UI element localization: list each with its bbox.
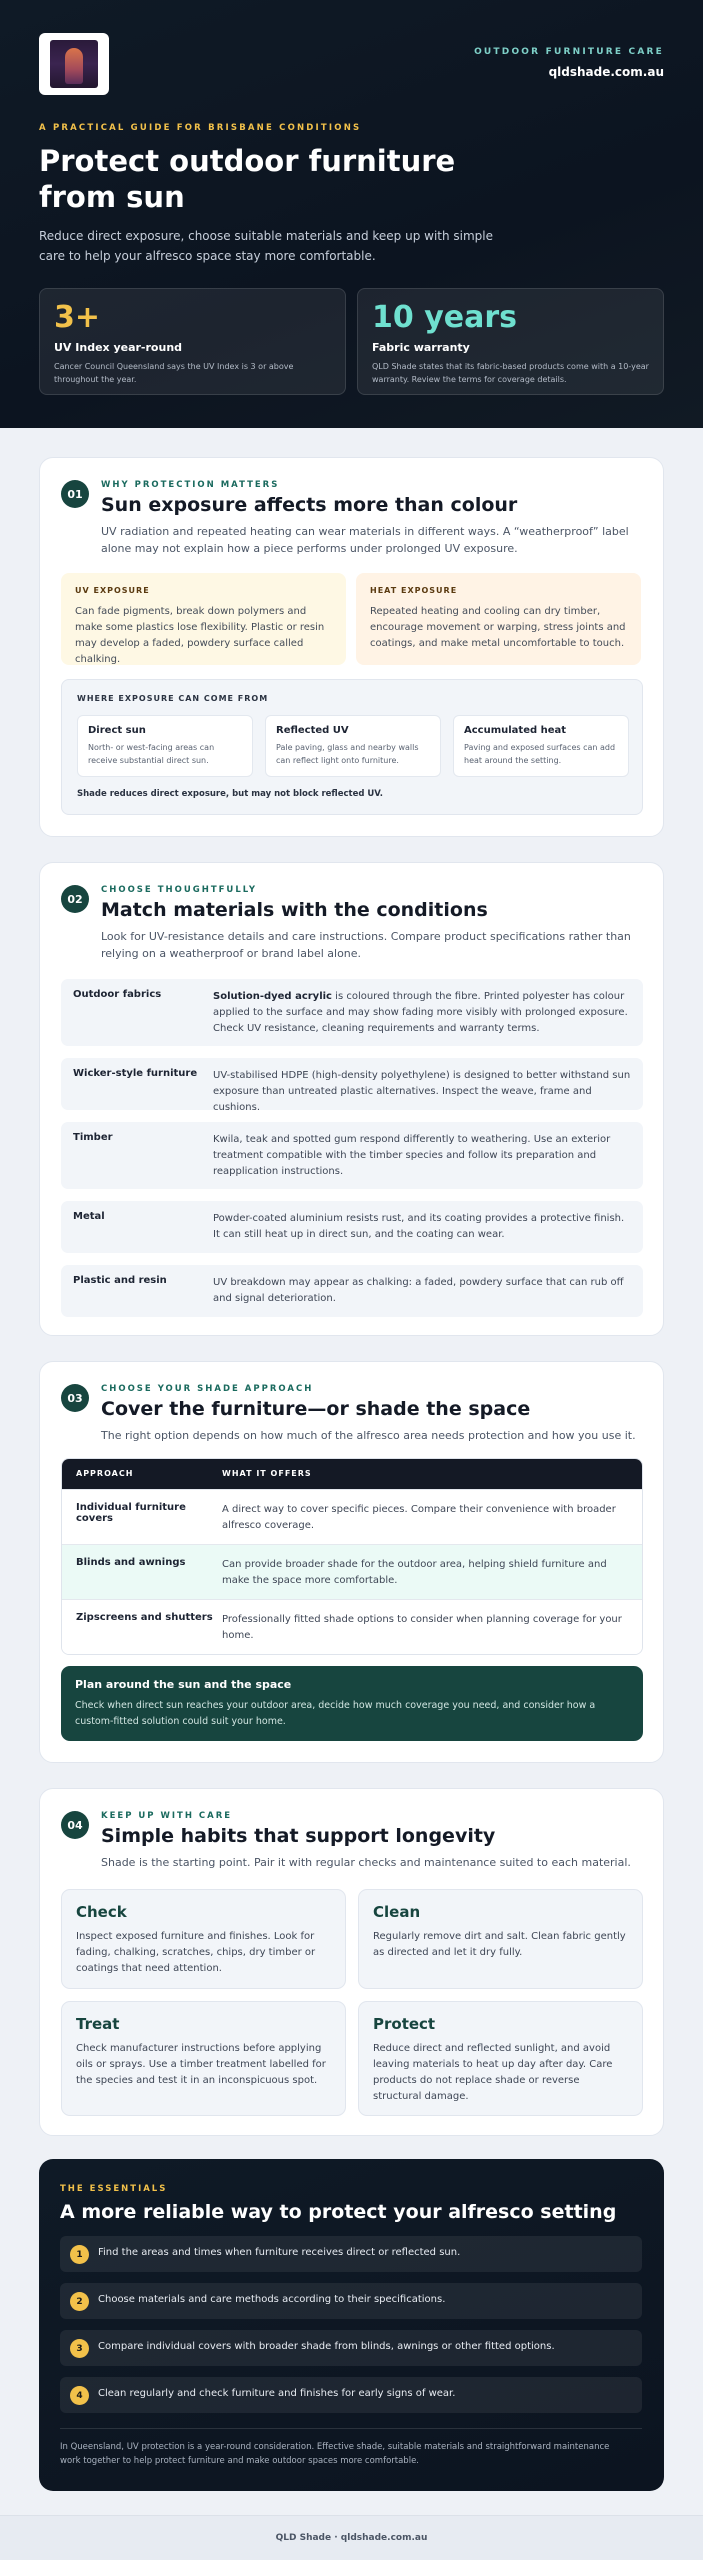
material-row-plastic: [61, 1265, 643, 1317]
essentials-title: A more reliable way to protect your alfresco setting: [60, 2201, 617, 2223]
section-intro: Shade is the starting point. Pair it with regular checks and maintenance suited to each material.: [101, 1856, 631, 1869]
step-text: Find the areas and times when furniture receives direct or reflected sun.: [98, 2247, 461, 2258]
section-title: Simple habits that support longevity: [101, 1825, 496, 1847]
page-title: Protect outdoor furniture from sun: [39, 144, 456, 214]
heat-exposure-title: HEAT EXPOSURE: [370, 586, 458, 595]
stat-label: Fabric warranty: [372, 341, 470, 354]
habit-card-check: [61, 1889, 346, 1989]
source-name: Accumulated heat: [464, 725, 567, 736]
uv-exposure-title: UV EXPOSURE: [75, 586, 150, 595]
section-title: Cover the furniture—or shade the space: [101, 1398, 531, 1420]
brand-site-link[interactable]: qldshade.com.au: [548, 65, 664, 79]
sources-note: Shade reduces direct exposure, but may not block reflected UV.: [77, 789, 384, 799]
approach-desc: Professionally fitted shade options to consider when planning coverage for your home.: [222, 1614, 622, 1641]
essential-step: [60, 2330, 642, 2366]
habit-title: Check: [76, 1903, 127, 1921]
material-desc: UV-stabilised HDPE (high-density polyethylene) is designed to better withstand sun exposure than untreated plastic alternatives. Inspect the weave, frame and cushions.: [213, 1070, 631, 1113]
uv-exposure-card: [61, 573, 346, 665]
sources-title: WHERE EXPOSURE CAN COME FROM: [77, 694, 269, 703]
essential-step: [60, 2236, 642, 2272]
section-eyebrow: KEEP UP WITH CARE: [101, 1811, 233, 1821]
section-number: 02: [61, 885, 89, 913]
exposure-sources-panel: [61, 679, 643, 815]
plan-title: Plan around the sun and the space: [75, 1678, 292, 1691]
source-desc: Paving and exposed surfaces can add heat around the setting.: [464, 743, 616, 765]
habit-card-clean: [358, 1889, 643, 1989]
column-header-offers: WHAT IT OFFERS: [222, 1469, 312, 1478]
uv-exposure-desc: Can fade pigments, break down polymers and make some plastics lose flexibility. Plastic or resin may develop a faded, powdery surface called chalking.: [75, 606, 325, 665]
approach-name: Blinds and awnings: [76, 1557, 186, 1568]
material-desc: Powder-coated aluminium resists rust, and its coating provides a protective finish. It can still heat up in direct sun, and the coating can wear.: [213, 1213, 625, 1240]
section-eyebrow: CHOOSE YOUR SHADE APPROACH: [101, 1384, 314, 1394]
table-row: [62, 1599, 642, 1654]
material-name: Plastic and resin: [73, 1275, 167, 1286]
source-name: Direct sun: [88, 725, 146, 736]
heat-exposure-desc: Repeated heating and cooling can dry timber, encourage movement or warping, stress joints and coatings, and make metal uncomfortable to touch.: [370, 606, 626, 649]
step-text: Choose materials and care methods according to their specifications.: [98, 2294, 446, 2305]
material-name: Metal: [73, 1211, 105, 1222]
stat-card-uv: [39, 288, 346, 395]
material-name: Wicker-style furniture: [73, 1068, 198, 1079]
step-number-badge: 4: [70, 2386, 89, 2405]
step-number-badge: 2: [70, 2292, 89, 2311]
habit-desc: Check manufacturer instructions before applying oils or sprays. Use a timber treatment labelled for the species and test it in an inconspicuous spot.: [76, 2043, 326, 2086]
habit-title: Protect: [373, 2015, 436, 2033]
section-care-habits: [39, 1788, 664, 2136]
material-name: Timber: [73, 1132, 113, 1143]
person-photo-icon: [50, 40, 98, 88]
material-highlight: Solution-dyed acrylic: [213, 991, 332, 1002]
approach-desc: A direct way to cover specific pieces. Compare their convenience with broader alfresco coverage.: [222, 1504, 616, 1531]
step-number-badge: 1: [70, 2245, 89, 2264]
approach-desc: Can provide broader shade for the outdoor area, helping shield furniture and make the space more comfortable.: [222, 1559, 607, 1586]
material-row-outdoor-fabrics: [61, 979, 643, 1046]
essentials-kicker: THE ESSENTIALS: [60, 2184, 168, 2194]
table-row: [62, 1544, 642, 1599]
stat-card-warranty: [357, 288, 664, 395]
table-header: [62, 1459, 642, 1489]
divider: [60, 2428, 642, 2429]
material-row-metal: [61, 1201, 643, 1253]
section-number: 03: [61, 1384, 89, 1412]
stat-desc: QLD Shade states that its fabric-based products come with a 10-year warranty. Review the terms for coverage details.: [372, 362, 649, 384]
stat-label: UV Index year-round: [54, 341, 183, 354]
section-intro: UV radiation and repeated heating can wear materials in different ways. A “weatherproof” label alone may not explain how a piece performs under prolonged UV exposure.: [101, 525, 629, 555]
habit-desc: Regularly remove dirt and salt. Clean fabric gently as directed and let it dry fully.: [373, 1931, 626, 1958]
source-name: Reflected UV: [276, 725, 349, 736]
step-number-badge: 3: [70, 2339, 89, 2358]
essentials-section: [39, 2159, 664, 2491]
source-desc: Pale paving, glass and nearby walls can reflect light onto furniture.: [276, 743, 419, 765]
step-text: Clean regularly and check furniture and finishes for early signs of wear.: [98, 2388, 456, 2399]
section-intro: The right option depends on how much of the alfresco area needs protection and how you use it.: [101, 1429, 636, 1442]
source-reflected-uv: [265, 715, 441, 777]
section-number: 01: [61, 480, 89, 508]
hero-section: [0, 0, 703, 428]
brand-block: [474, 47, 664, 79]
plan-desc: Check when direct sun reaches your outdoor area, decide how much coverage you need, and consider how a custom-fitted solution could suit your home.: [75, 1700, 596, 1727]
section-title: Match materials with the conditions: [101, 899, 488, 921]
material-desc: Kwila, teak and spotted gum respond differently to weathering. Use an exterior treatment compatible with the timber species and follow its preparation and reapplication instructions.: [213, 1134, 611, 1177]
section-eyebrow: CHOOSE THOUGHTFULLY: [101, 885, 257, 895]
section-sun-exposure: [39, 457, 664, 837]
section-title: Sun exposure affects more than colour: [101, 494, 518, 516]
material-desc: UV breakdown may appear as chalking: a faded, powdery surface that can rub off and signal deterioration.: [213, 1277, 624, 1304]
habit-desc: Inspect exposed furniture and finishes. Look for fading, chalking, scratches, chips, dry timber or coatings that need attention.: [76, 1931, 316, 1974]
column-header-approach: APPROACH: [76, 1469, 134, 1478]
brand-tagline: OUTDOOR FURNITURE CARE: [474, 47, 664, 57]
section-materials: [39, 862, 664, 1336]
habit-desc: Reduce direct and reflected sunlight, and avoid leaving materials to heat up day after day. Care products do not replace shade or reverse structural damage.: [373, 2043, 613, 2102]
step-text: Compare individual covers with broader shade from blinds, awnings or other fitted options.: [98, 2341, 555, 2352]
habit-title: Treat: [76, 2015, 120, 2033]
footer-text[interactable]: QLD Shade · qldshade.com.au: [275, 2533, 428, 2543]
habit-title: Clean: [373, 1903, 421, 1921]
section-intro: Look for UV-resistance details and care instructions. Compare product specifications rather than relying on a weatherproof or brand label alone.: [101, 930, 631, 960]
stat-desc: Cancer Council Queensland says the UV Index is 3 or above throughout the year.: [54, 362, 294, 384]
habit-card-protect: [358, 2001, 643, 2116]
shade-approach-table: [61, 1458, 643, 1655]
stat-value: 3+: [54, 300, 101, 335]
page-footer: [0, 2515, 703, 2560]
table-row: [62, 1489, 642, 1544]
essential-step: [60, 2377, 642, 2413]
approach-name: Individual furniture covers: [76, 1502, 186, 1524]
stat-value: 10 years: [372, 300, 517, 335]
brand-logo[interactable]: [39, 33, 109, 95]
material-row-wicker: [61, 1058, 643, 1113]
heat-exposure-card: [356, 573, 641, 665]
section-number: 04: [61, 1811, 89, 1839]
source-accumulated-heat: [453, 715, 629, 777]
plan-callout: [61, 1666, 643, 1741]
material-name: Outdoor fabrics: [73, 989, 162, 1000]
hero-lead: Reduce direct exposure, choose suitable materials and keep up with simple care to help your alfresco space stay more comfortable.: [39, 229, 494, 263]
approach-name: Zipscreens and shutters: [76, 1612, 213, 1623]
material-row-timber: [61, 1122, 643, 1189]
material-desc-text: is coloured through the fibre. Printed polyester has colour applied to the surface and may show fading more visibly with prolonged exposure. Check UV resistance, cleaning requirements and warranty terms.: [213, 991, 628, 1034]
essential-step: [60, 2283, 642, 2319]
section-shade-approach: [39, 1361, 664, 1763]
source-desc: North- or west-facing areas can receive substantial direct sun.: [88, 743, 215, 765]
source-direct-sun: [77, 715, 253, 777]
habit-card-treat: [61, 2001, 346, 2116]
essentials-footnote: In Queensland, UV protection is a year-round consideration. Effective shade, suitable materials and straightforward maintenance work together to help protect furniture and make outdoor spaces more comfortable.: [60, 2442, 610, 2466]
material-desc: [213, 989, 631, 1037]
section-eyebrow: WHY PROTECTION MATTERS: [101, 480, 280, 490]
hero-kicker: A PRACTICAL GUIDE FOR BRISBANE CONDITIONS: [39, 123, 362, 133]
